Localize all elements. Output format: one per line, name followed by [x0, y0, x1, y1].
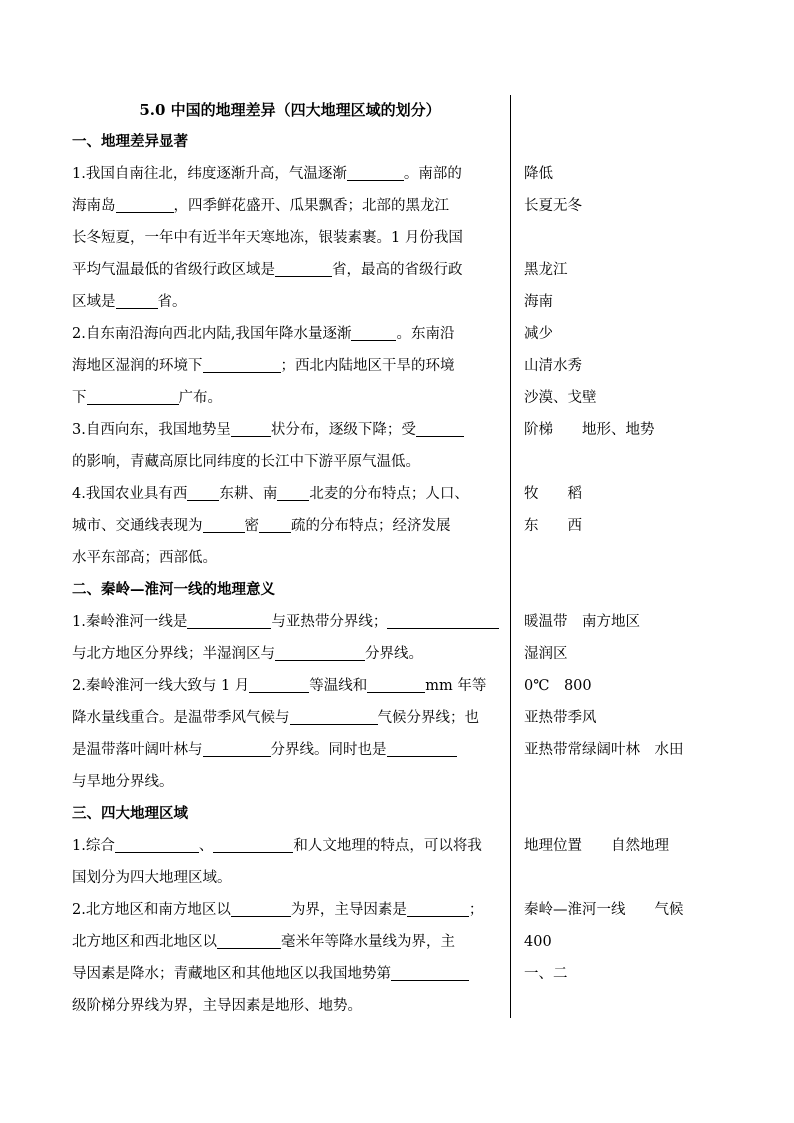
question-text: 降水量线重合。是温带季风气候与 [72, 710, 290, 726]
answer-text: 长夏无冬 [524, 198, 582, 214]
answer-text: 地理位置 自然地理 [524, 838, 669, 854]
question-text: 密 [244, 518, 259, 534]
answer-blank[interactable] [290, 706, 378, 725]
question-text: ；西北内陆地区干旱的环境 [280, 358, 455, 374]
answer-text: 黑龙江 [524, 262, 568, 278]
question-text: 1.我国自南往北，纬度逐渐升高，气温逐渐 [72, 166, 347, 182]
answer-text: 一、二 [524, 966, 568, 982]
answer-blank[interactable] [231, 898, 291, 917]
answer-text: 亚热带常绿阔叶林 水田 [524, 742, 684, 758]
answer-blank[interactable] [116, 194, 174, 213]
question-text: 4.我国农业具有西 [72, 486, 188, 502]
question-text: 疏的分布特点；经济发展 [291, 518, 451, 534]
question-line [72, 766, 502, 798]
answer-text: 沙漠、戈壁 [524, 390, 597, 406]
answer-blank[interactable] [407, 898, 469, 917]
answer-blank[interactable] [115, 834, 199, 853]
answer-text: 湿润区 [524, 646, 568, 662]
question-text: 是温带落叶阔叶林与 [72, 742, 203, 758]
answer-text: 山清水秀 [524, 358, 582, 374]
question-text: ，四季鲜花盛开、瓜果飘香；北部的黑龙江 [173, 198, 449, 214]
question-text: 状分布，逐级下降；受 [270, 422, 416, 438]
question-text: 下 [72, 390, 87, 406]
answer-blank[interactable] [217, 930, 281, 949]
answer-text: 海南 [524, 294, 553, 310]
question-text: 毫米年等降水量线为界，主 [281, 934, 455, 950]
answer-blank[interactable] [416, 418, 464, 437]
question-text: 的影响，青藏高原比同纬度的长江中下游平原气温低。 [72, 454, 420, 470]
answer-blank[interactable] [347, 162, 404, 181]
question-line [72, 638, 502, 670]
question-text: 为界，主导因素是 [290, 902, 407, 918]
question-text: 与亚热带分界线； [271, 614, 388, 630]
question-text: 气候分界线；也 [377, 710, 479, 726]
answer-text: 亚热带季风 [524, 710, 597, 726]
question-text: 广布。 [178, 390, 222, 406]
answer-blank[interactable] [213, 834, 293, 853]
answer-blank[interactable] [116, 290, 158, 309]
answer-blank[interactable] [391, 962, 469, 981]
question-text: 2.北方地区和南方地区以 [72, 902, 231, 918]
question-text: 分界线。 [365, 646, 423, 662]
answer-text: 东 西 [524, 518, 582, 534]
answer-blank[interactable] [187, 482, 219, 501]
question-text: 和人文地理的特点，可以将我 [293, 838, 482, 854]
question-text: 国划分为四大地理区域。 [72, 870, 232, 886]
answer-blank[interactable] [387, 610, 499, 629]
question-text: 北麦的分布特点；人口、 [309, 486, 469, 502]
answer-text: 降低 [524, 166, 553, 182]
question-text: 1.秦岭淮河一线是 [72, 614, 188, 630]
question-text: mm 年等 [425, 678, 487, 694]
answer-blank[interactable] [203, 738, 271, 757]
question-line [72, 158, 502, 190]
answer-blank[interactable] [275, 258, 332, 277]
question-text: 3.自西向东，我国地势呈 [72, 422, 231, 438]
question-line [72, 414, 502, 446]
answer-blank[interactable] [275, 642, 365, 661]
question-text: 北方地区和西北地区以 [72, 934, 217, 950]
question-text: 导因素是降水；青藏地区和其他地区以我国地势第 [72, 966, 391, 982]
question-line [72, 254, 502, 286]
answer-text: 0℃ 800 [524, 678, 592, 694]
question-line [72, 894, 502, 926]
answer-blank[interactable] [203, 354, 281, 373]
question-text: 水平东部高；西部低。 [72, 550, 217, 566]
question-text: 2.秦岭淮河一线大致与 1 月 [72, 678, 250, 694]
answer-text: 阶梯 地形、地势 [524, 422, 655, 438]
question-text: 。东南沿 [396, 326, 455, 342]
section-heading: 三、四大地理区域 [72, 805, 188, 822]
question-text: 与旱地分界线。 [72, 774, 174, 790]
question-text: 2.自东南沿海向西北内陆,我国年降水量逐渐 [72, 326, 352, 342]
question-line [72, 382, 502, 414]
question-line [72, 926, 502, 958]
question-text: 城市、交通线表现为 [72, 518, 203, 534]
question-text: 省，最高的省级行政 [332, 262, 463, 278]
question-line [72, 286, 502, 318]
question-line [72, 318, 502, 350]
answer-blank[interactable] [277, 482, 309, 501]
answer-blank[interactable] [367, 674, 425, 693]
question-line [72, 350, 502, 382]
question-text: 级阶梯分界线为界，主导因素是地形、地势。 [72, 998, 362, 1014]
question-line [72, 702, 502, 734]
question-line [72, 190, 502, 222]
question-line [72, 222, 502, 254]
answer-blank[interactable] [203, 514, 245, 533]
question-text: 分界线。同时也是 [270, 742, 387, 758]
question-text: 长冬短夏，一年中有近半年天寒地冻，银装素裹。1 月份我国 [72, 230, 463, 246]
question-line [72, 606, 502, 638]
question-text: 等温线和 [309, 678, 368, 694]
question-text: 平均气温最低的省级行政区域是 [72, 262, 275, 278]
question-line [72, 670, 502, 702]
question-text: 省。 [157, 294, 187, 310]
question-line [72, 478, 502, 510]
section-heading: 一、地理差异显著 [72, 133, 188, 150]
question-text: 东耕、南 [219, 486, 278, 502]
question-text: 区域是 [72, 294, 116, 310]
question-text: 1.综合 [72, 838, 115, 854]
answer-text: 400 [524, 934, 552, 950]
question-line [72, 830, 502, 862]
answer-blank[interactable] [231, 418, 271, 437]
answer-blank[interactable] [387, 738, 457, 757]
answer-blank[interactable] [249, 674, 309, 693]
question-line [72, 446, 502, 478]
section-heading: 二、秦岭—淮河一线的地理意义 [72, 581, 275, 598]
question-text: ； [468, 902, 484, 918]
column-divider [510, 95, 511, 1018]
question-line [72, 958, 502, 990]
answer-blank[interactable] [351, 322, 396, 341]
question-line [72, 510, 502, 542]
question-line [72, 862, 502, 894]
question-line [72, 542, 502, 574]
question-text: 。南部的 [403, 166, 462, 182]
question-text: 、 [198, 838, 214, 854]
answer-text: 减少 [524, 326, 553, 342]
question-line [72, 734, 502, 766]
answer-blank[interactable] [259, 514, 291, 533]
page-title: 5.0 中国的地理差异（四大地理区域的划分） [139, 101, 441, 119]
answer-text: 秦岭—淮河一线 气候 [524, 902, 684, 918]
answer-blank[interactable] [187, 610, 271, 629]
question-text: 与北方地区分界线；半湿润区与 [72, 646, 275, 662]
answer-blank[interactable] [87, 386, 179, 405]
question-line [72, 990, 502, 1022]
question-text: 海地区湿润的环境下 [72, 358, 203, 374]
question-text: 海南岛 [72, 198, 116, 214]
answer-text: 牧 稻 [524, 486, 582, 502]
answer-text: 暖温带 南方地区 [524, 614, 640, 630]
